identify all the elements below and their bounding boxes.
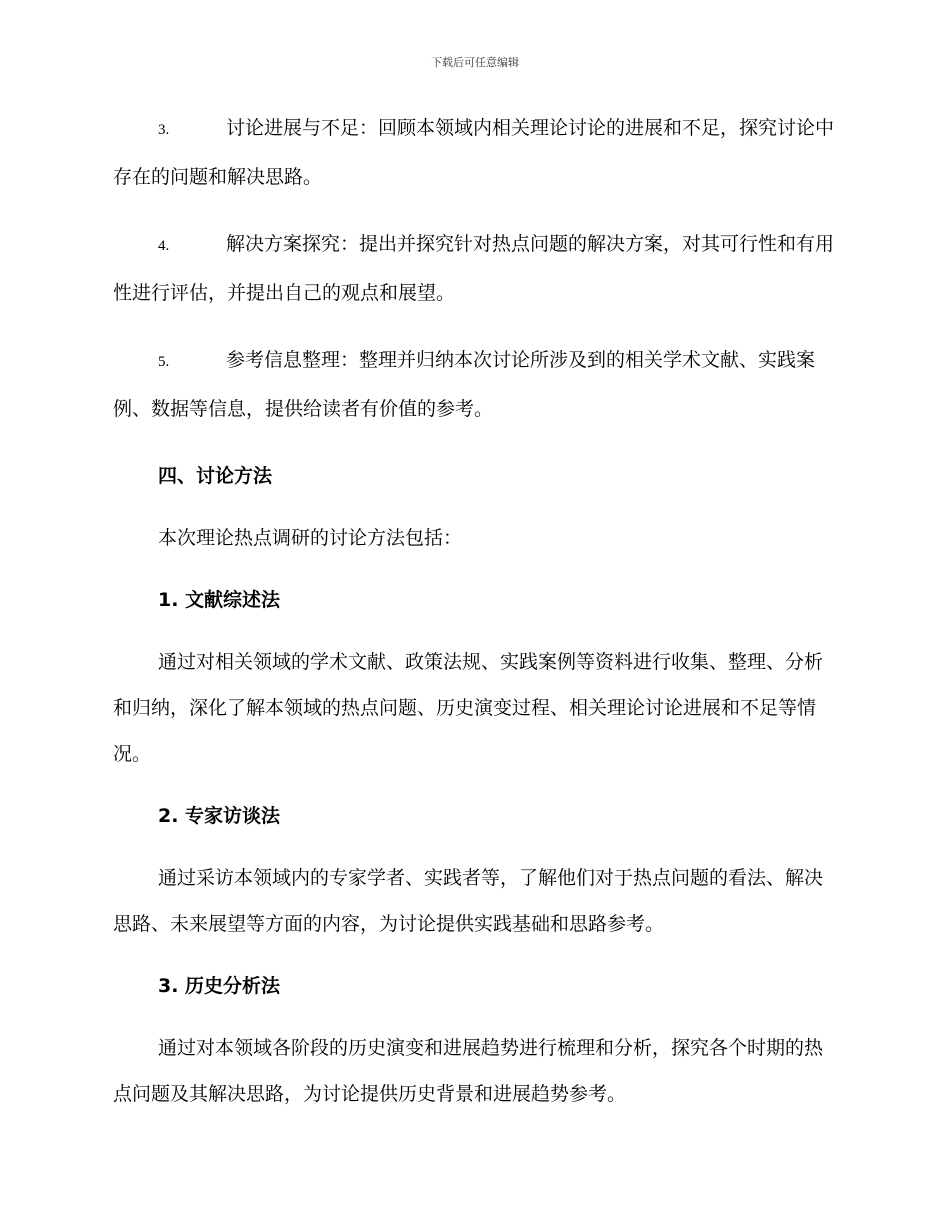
page-header: 下载后可任意编辑 — [431, 56, 519, 69]
section-intro: 本次理论热点调研的讨论方法包括： — [158, 527, 463, 549]
list-item — [113, 337, 835, 433]
method-text: 通过对本领域各阶段的历史演变和进展趋势进行梳理和分析，探究各个时期的热点问题及其解决思路，为讨论提供历史背景和进展趋势参考。 — [113, 1037, 824, 1105]
list-item-number: 3. — [158, 122, 170, 138]
list-item-text: 参考信息整理：整理并归纳本次讨论所涉及到的相关学术文献、实践案例、数据等信息，提供给读者有价值的参考。 — [113, 349, 816, 420]
list-item-number: 5. — [158, 354, 170, 370]
list-item — [113, 221, 835, 317]
method-title: 1. 文献综述法 — [158, 589, 281, 611]
method-title: 2. 专家访谈法 — [158, 805, 281, 827]
method-title: 3. 历史分析法 — [158, 975, 281, 997]
section-title: 四、讨论方法 — [158, 465, 273, 487]
document-body — [113, 105, 835, 1133]
list-item-text: 讨论进展与不足：回顾本领域内相关理论讨论的进展和不足，探究讨论中存在的问题和解决思路。 — [113, 117, 835, 188]
list-item-text: 解决方案探究：提出并探究针对热点问题的解决方案，对其可行性和有用性进行评估，并提出自己的观点和展望。 — [113, 233, 835, 304]
method-text: 通过对相关领域的学术文献、政策法规、实践案例等资料进行收集、整理、分析和归纳，深化了解本领域的热点问题、历史演变过程、相关理论讨论进展和不足等情况。 — [113, 651, 824, 765]
method-text: 通过采访本领域内的专家学者、实践者等，了解他们对于热点问题的看法、解决思路、未来展望等方面的内容，为讨论提供实践基础和思路参考。 — [113, 867, 824, 935]
list-item — [113, 105, 835, 201]
list-item-number: 4. — [158, 238, 170, 254]
